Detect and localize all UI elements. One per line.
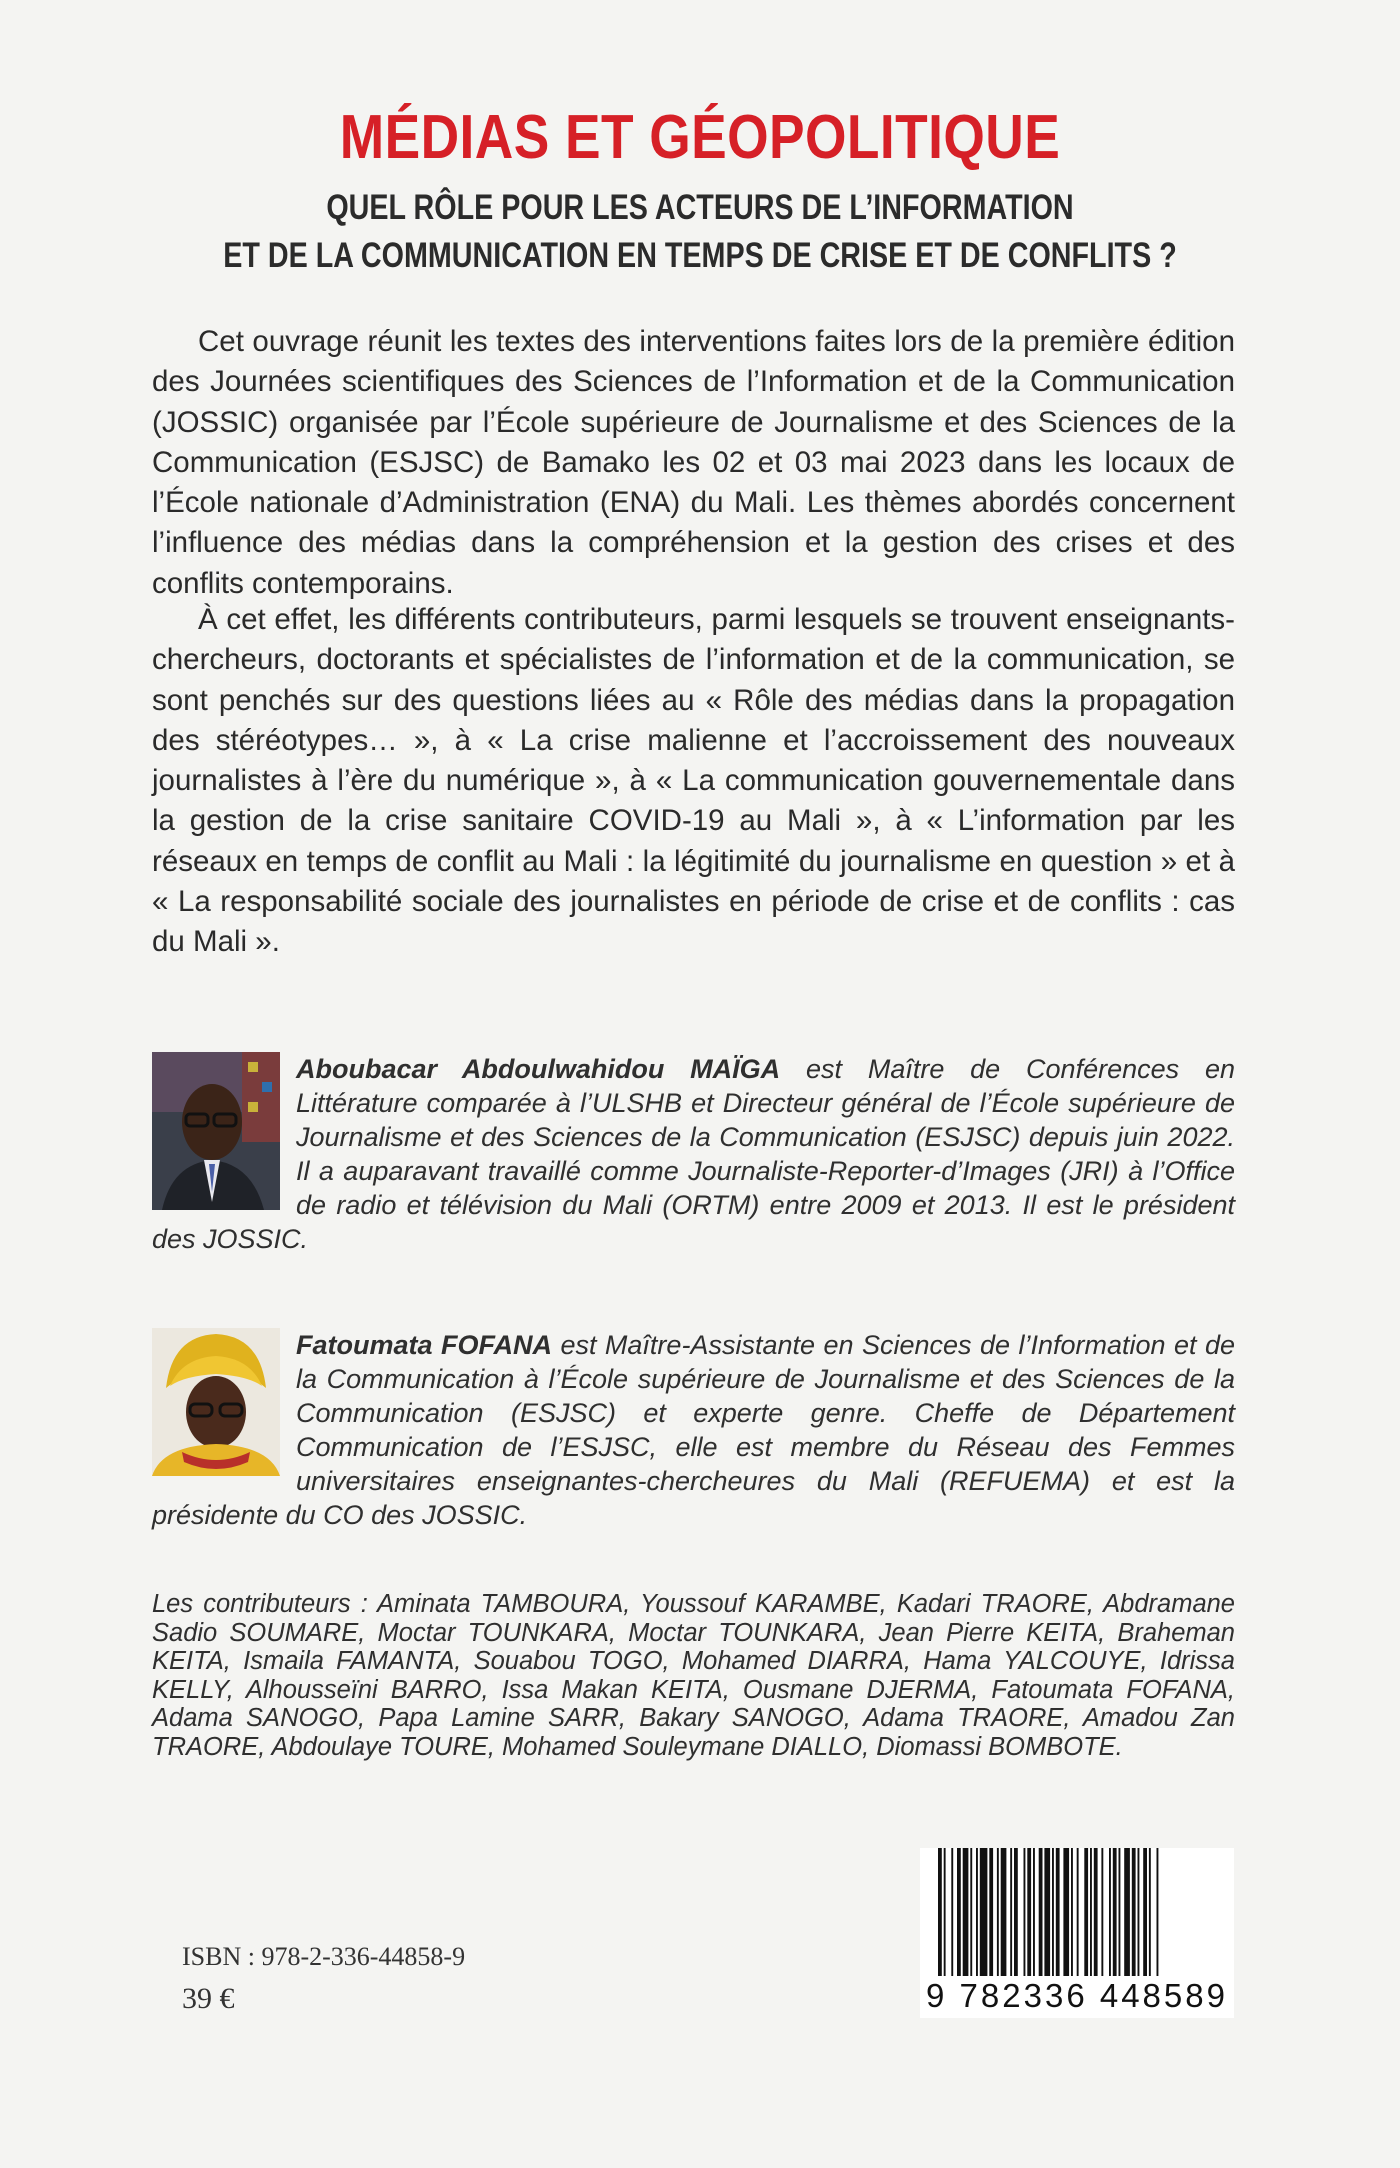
barcode-bar [1024, 1848, 1026, 1978]
barcode-bar [938, 1848, 942, 1978]
barcode-bar [951, 1848, 953, 1978]
subtitle-line-2: ET DE LA COMMUNICATION EN TEMPS DE CRISE ET DE CONFLITS ? [223, 236, 1177, 275]
subtitle-line-1: QUEL RÔLE POUR LES ACTEURS DE L’INFORMATION [326, 188, 1074, 227]
barcode-bar [1157, 1848, 1159, 1978]
barcode-digits: 9 782336 448589 [920, 1976, 1234, 2016]
barcode-bar [1101, 1848, 1103, 1978]
barcode-bar [976, 1848, 978, 1978]
barcode-bar [1138, 1848, 1140, 1978]
author-bio-text-1: est Maître de Conférences en Littérature comparée à l’ULSHB et Directeur général de l’École supérieure de Journalisme et des Sciences de la Communication (ESJSC) depuis juin 2022. Il a auparavant travaillé comme Journaliste-Reporter-d’Images (JRI) à l’Office de radio et télévision du Mali (ORTM) entre 2009 et 2013. Il est le président des JOSSIC. [152, 1054, 1235, 1254]
barcode-bar [1071, 1848, 1073, 1978]
barcode-bar [980, 1848, 988, 1978]
barcode-bar [1077, 1848, 1079, 1978]
summary-paragraph-1: Cet ouvrage réunit les textes des interventions faites lors de la première édition des Journées scientifiques des Sciences de l’Information et de la Communication (JOSSIC) organisée par l’École supérieure de Journalisme et des Sciences de la Communication (ESJSC) de Bamako les 02 et 03 mai 2023 dans les locaux de l’École nationale d’Administration (ENA) du Mali. Les thèmes abordés concernent l’influence des médias dans la compréhension et la gestion des crises et des conflits contemporains. [152, 325, 1235, 600]
barcode-bar [1027, 1848, 1031, 1978]
barcode-bar [1109, 1848, 1111, 1978]
barcode-bar [1052, 1848, 1054, 1978]
barcode-bar [1094, 1848, 1098, 1978]
author-photo-fofana [152, 1328, 280, 1476]
isbn: ISBN : 978-2-336-44858-9 [182, 1942, 466, 1971]
barcode-bar [1084, 1848, 1088, 1978]
price: 39 € [182, 1982, 235, 2015]
barcode-bar [1033, 1848, 1035, 1978]
barcode-bar [1119, 1848, 1121, 1978]
barcode-bar [1149, 1848, 1151, 1978]
book-title: MÉDIAS ET GÉOPOLITIQUE [339, 103, 1061, 172]
barcode-bar [1113, 1848, 1117, 1978]
barcode-bar [1014, 1848, 1018, 1978]
barcode-bar [1044, 1848, 1050, 1978]
author-photo-maiga [152, 1052, 280, 1210]
summary-paragraph-2: À cet effet, les différents contributeurs, parmi lesquels se trouvent enseignants-chercheurs, doctorants et spécialistes de l’information et de la communication, se sont penchés sur des questions liées au « Rôle des médias dans la propagation des stéréotypes… », à « La crise malienne et l’accroissement des nouveaux journalistes à l’ère du numérique », à « La communication gouvernementale dans la gestion de la crise sanitaire COVID-19 au Mali », à « L’information par les réseaux en temps de conflit au Mali : la légitimité du journalisme en question » et à « La responsabilité sociale des journalistes en période de crise et de conflits : cas du Mali ». [152, 603, 1235, 959]
barcode-bar [997, 1848, 999, 1978]
author-name-2: Fatoumata FOFANA [296, 1330, 552, 1360]
author-bio-text-2: est Maître-Assistante en Sciences de l’Information et de la Communication à l’École supérieure de Journalisme et des Sciences de la Communication (ESJSC) et experte genre. Cheffe de Département Communication de l’ESJSC, elle est membre du Réseau des Femmes universitaires enseignantes-chercheures du Mali (REFUEMA) et est la présidente du CO des JOSSIC. [152, 1330, 1235, 1530]
barcode-bar [970, 1848, 972, 1978]
portrait-woman-icon [152, 1328, 280, 1476]
barcode-bar [1132, 1848, 1136, 1978]
barcode-bar [1056, 1848, 1060, 1978]
author-bio-1 [152, 1052, 1235, 1256]
barcode-bar [963, 1848, 969, 1978]
barcode-bar [1001, 1848, 1007, 1978]
barcode-bar [1143, 1848, 1147, 1978]
barcode-bar [989, 1848, 993, 1978]
book-subtitle [126, 184, 1274, 280]
barcode-bar [944, 1848, 946, 1978]
contributors-list: Les contributeurs : Aminata TAMBOURA, Youssouf KARAMBE, Kadari TRAORE, Abdramane Sadio SOUMARE, Moctar TOUNKARA, Moctar TOUNKARA, Jean Pierre KEITA, Braheman KEITA, Ismaila FAMANTA, Souabou TOGO, Mohamed DIARRA, Hama YALCOUYE, Idrissa KELLY, Alhousseïni BARRO, Issa Makan KEITA, Ousmane DJERMA, Fatoumata FOFANA, Adama SANOGO, Papa Lamine SARR, Bakary SANOGO, Adama TRAORE, Amadou Zan TRAORE, Abdoulaye TOURE, Mohamed Souleymane DIALLO, Diomassi BOMBOTE. [152, 1590, 1235, 1761]
barcode-bar [1124, 1848, 1130, 1978]
barcode-icon [920, 1848, 1234, 1978]
barcode-bar [1063, 1848, 1069, 1978]
author-bio-2 [152, 1328, 1235, 1532]
portrait-man-icon [152, 1052, 280, 1210]
barcode-bar [1090, 1848, 1092, 1978]
author-name-1: Aboubacar Abdoulwahidou MAÏGA [296, 1054, 781, 1084]
barcode-bar [957, 1848, 961, 1978]
barcode-bar [1010, 1848, 1012, 1978]
barcode-bar [1039, 1848, 1043, 1978]
